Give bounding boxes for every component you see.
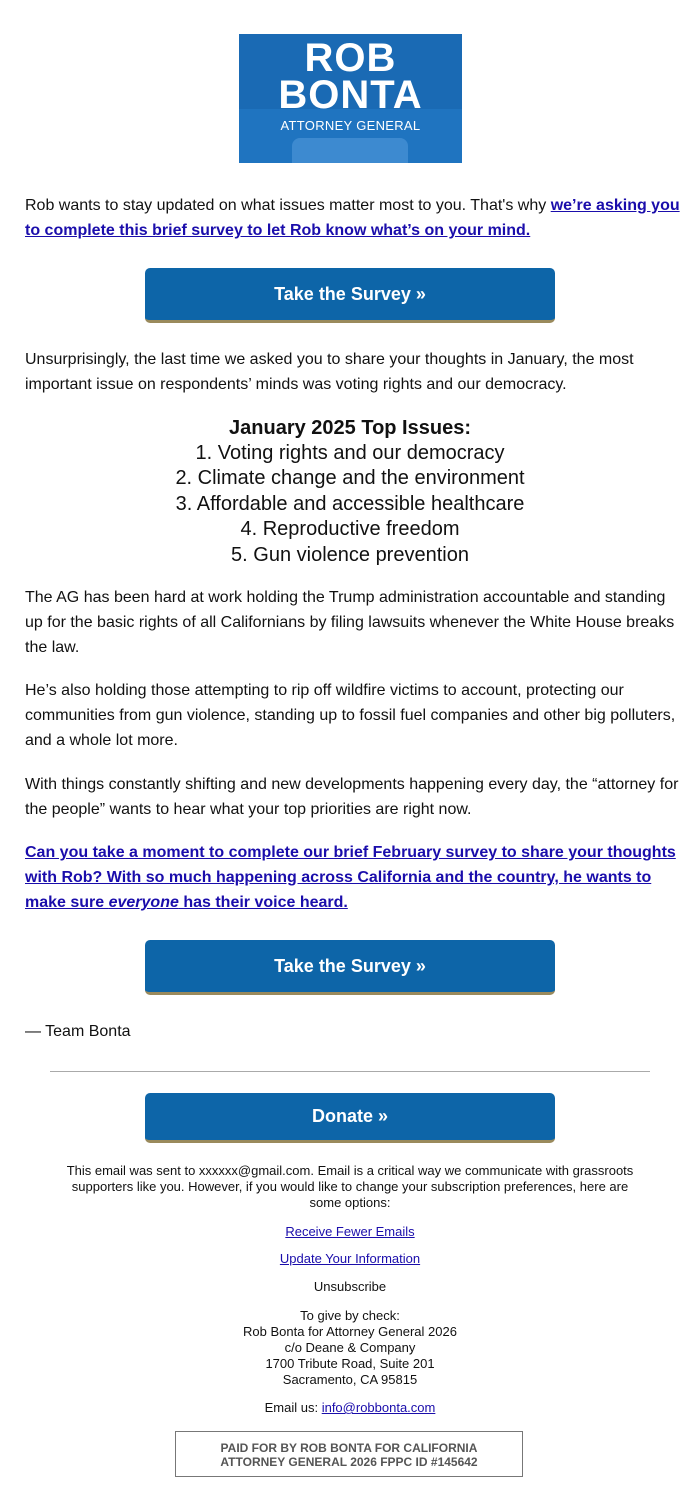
intro-survey-link[interactable]: we’re asking you to complete this brief survey to let Rob know what’s on your mind. — [25, 197, 680, 239]
logo-line-3: ATTORNEY GENERAL — [280, 118, 421, 133]
issue-item: 2. Climate change and the environment — [175, 467, 525, 490]
address-line: c/o Deane & Company — [284, 1340, 416, 1355]
footer-links-fewer — [60, 1224, 640, 1240]
address-line: Sacramento, CA 95815 — [282, 1372, 418, 1387]
footer-notice: This email was sent to xxxxxx@gmail.com. Email is a critical way we communicate with grassroots supporters like you. However, if you would like to change your subscription preferences, here are some options: — [66, 1163, 634, 1210]
check-heading: To give by check: — [300, 1308, 400, 1323]
logo-arch — [292, 138, 408, 163]
cta-text-part1: Can you take a moment to complete our brief February survey to share your thoughts with Rob? With so much happening across California and the country, he wants to make sure — [25, 844, 676, 911]
divider — [50, 1071, 650, 1072]
take-survey-button-bottom[interactable]: Take the Survey » — [145, 940, 555, 995]
take-survey-button-top[interactable]: Take the Survey » — [145, 268, 555, 323]
donate-button[interactable]: Donate » — [145, 1093, 555, 1143]
cta-text-part2: has their voice heard. — [178, 894, 348, 911]
email-link[interactable]: info@robbonta.com — [321, 1400, 436, 1415]
intro-paragraph — [25, 193, 680, 243]
issue-item: 1. Voting rights and our democracy — [195, 442, 505, 464]
january-paragraph: Unsurprisingly, the last time we asked you to share your thoughts in January, the most important issue on respondents’ minds was voting rights and our democracy. — [25, 351, 634, 393]
address-line: Rob Bonta for Attorney General 2026 — [243, 1324, 457, 1339]
signoff: — Team Bonta — [25, 1023, 131, 1040]
rob-bonta-logo — [239, 34, 462, 163]
update-information-link[interactable]: Update Your Information — [279, 1251, 421, 1266]
paid-for-disclaimer — [175, 1431, 523, 1477]
logo-line-1: ROB — [304, 36, 397, 80]
logo-line-2: BONTA — [278, 73, 423, 117]
email-us-line — [60, 1400, 640, 1416]
top-issues-title: January 2025 Top Issues: — [229, 417, 471, 439]
cta-survey-link[interactable] — [25, 844, 676, 911]
issue-item: 3. Affordable and accessible healthcare — [175, 492, 525, 515]
unsubscribe-link[interactable]: Unsubscribe — [313, 1279, 387, 1294]
intro-text: Rob wants to stay updated on what issues matter most to you. That's why — [25, 197, 551, 214]
top-issues-list — [0, 415, 700, 568]
footer-links-update — [60, 1251, 640, 1267]
paid-for-line: ATTORNEY GENERAL 2026 FPPC ID #145642 — [220, 1455, 478, 1469]
address-line: 1700 Tribute Road, Suite 201 — [265, 1356, 435, 1371]
wildfire-paragraph: He’s also holding those attempting to rip off wildfire victims to account, protecting our communities from gun violence, standing up to fossil fuel companies and other big polluters, and a whole lot more. — [25, 682, 676, 749]
paid-for-line: PAID FOR BY ROB BONTA FOR CALIFORNIA — [220, 1441, 478, 1455]
issue-item: 4. Reproductive freedom — [240, 518, 460, 541]
receive-fewer-emails-link[interactable]: Receive Fewer Emails — [285, 1224, 415, 1239]
ag-paragraph: The AG has been hard at work holding the Trump administration accountable and standing up for the basic rights of all Californians by filing lawsuits whenever the White House breaks the law. — [25, 589, 675, 656]
check-address-block — [60, 1308, 640, 1388]
cta-emphasis: everyone — [108, 894, 179, 911]
email-us-label: Email us: — [264, 1400, 322, 1415]
cta-paragraph — [25, 840, 680, 915]
shifting-paragraph: With things constantly shifting and new developments happening every day, the “attorney for the people” wants to hear what your top priorities are right now. — [25, 776, 679, 818]
issue-item: 5. Gun violence prevention — [231, 543, 469, 566]
